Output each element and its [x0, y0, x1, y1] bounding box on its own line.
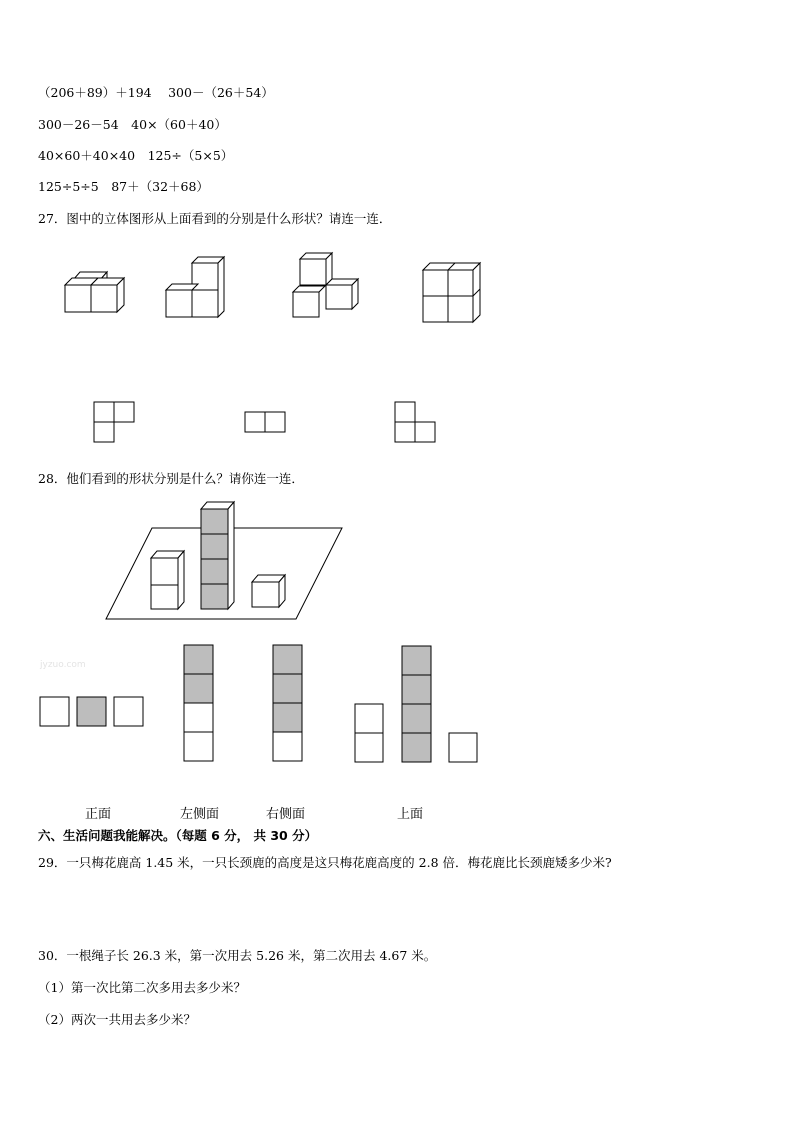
q28-view-top	[354, 645, 484, 765]
q28-view-front	[39, 696, 149, 728]
q27-solid-4	[418, 258, 488, 328]
q30-sub1: （1）第一次比第二次多用去多少米？	[38, 980, 246, 995]
q27-solid-2	[162, 255, 232, 325]
q27-solid-3	[288, 250, 363, 325]
q29-text: 29．一只梅花鹿高 1.45 米，一只长颈鹿的高度是这只梅花鹿高度的 2.8 倍．梅花鹿比长颈鹿矮多少米?	[38, 855, 612, 870]
q28-scene	[100, 496, 350, 626]
watermark: jyzuo.com	[40, 660, 86, 670]
q27-view-1	[93, 401, 138, 446]
view-label-top: 上面	[397, 807, 424, 822]
calc-line-2: 300－26－54 40×（60＋40）	[38, 117, 227, 132]
q28-view-left	[183, 644, 215, 764]
q27-view-3	[394, 401, 439, 446]
view-label-front: 正面	[85, 807, 112, 822]
q27-text: 27．图中的立体图形从上面看到的分别是什么形状？请连一连．	[38, 211, 392, 226]
section-6-title: 六、生活问题我能解决。（每题 6 分， 共 30 分）	[38, 828, 318, 843]
calc-line-4: 125÷5÷5 87＋（32＋68）	[38, 179, 209, 194]
q30-text: 30．一根绳子长 26.3 米，第一次用去 5.26 米，第二次用去 4.67 米。	[38, 948, 437, 963]
q28-text: 28．他们看到的形状分别是什么？请你连一连．	[38, 471, 304, 486]
calc-line-3: 40×60＋40×40 125÷（5×5）	[38, 148, 234, 163]
q28-view-right	[272, 644, 304, 764]
q27-solid-1	[60, 265, 130, 345]
view-label-right: 右侧面	[266, 807, 306, 822]
q30-sub2: （2）两次一共用去多少米？	[38, 1012, 196, 1027]
calc-line-1: （206＋89）＋194 300－（26＋54）	[38, 85, 274, 100]
view-label-left: 左侧面	[180, 807, 220, 822]
q27-view-2	[244, 411, 289, 436]
